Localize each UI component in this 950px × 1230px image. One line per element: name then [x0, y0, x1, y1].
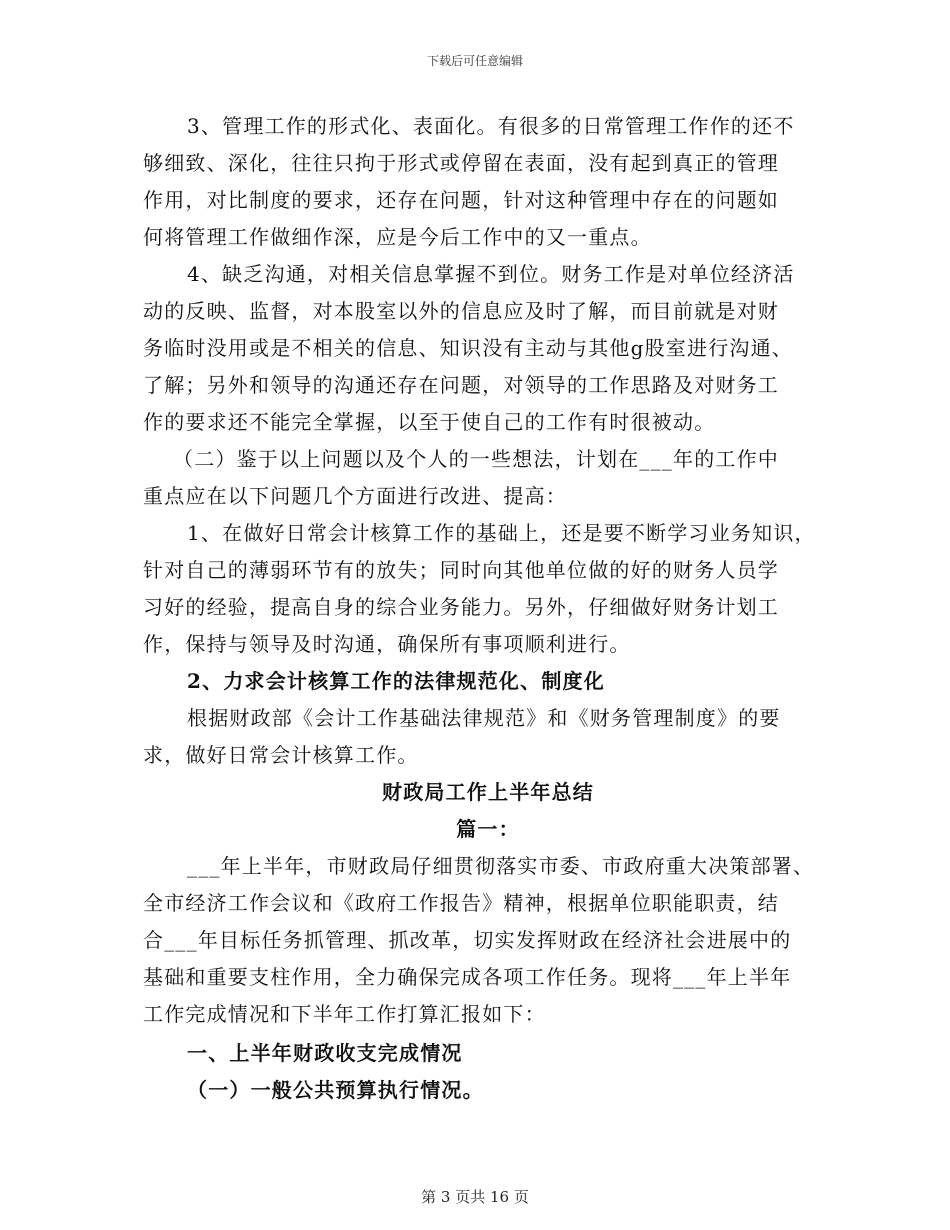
paragraph-line: 了解；另外和领导的沟通还存在问题，对领导的工作思路及对财务工	[143, 373, 779, 397]
document-body	[143, 108, 833, 1109]
paragraph-line: 何将管理工作做细作深，应是今后工作中的又一重点。	[143, 225, 652, 249]
section-heading: 2、力求会计核算工作的法律规范化、制度化	[187, 669, 605, 693]
subsection-heading: （一）一般公共预算执行情况。	[187, 1078, 484, 1102]
paragraph-line: 够细致、深化，往往只拘于形式或停留在表面，没有起到真正的管理	[143, 151, 779, 175]
paragraph-line: 习好的经验，提高自身的综合业务能力。另外，仔细做好财务计划工	[143, 595, 779, 619]
paragraph-line: 务临时没用或是不相关的信息、知识没有主动与其他g股室进行沟通、	[143, 336, 794, 360]
paragraph-line: 作，保持与领导及时沟通，确保所有事项顺利进行。	[143, 632, 631, 656]
paragraph-line: 工作完成情况和下半年工作打算汇报如下：	[143, 1002, 546, 1026]
paragraph-line: 作的要求还不能完全掌握，以至于使自己的工作有时很被动。	[143, 410, 716, 434]
page-header: 下载后可任意编辑	[426, 54, 523, 68]
chapter-label: 篇一：	[456, 817, 520, 841]
paragraph-line: （二）鉴于以上问题以及个人的一些想法，计划在___年的工作中	[173, 447, 779, 471]
paragraph-line: 4、缺乏沟通，对相关信息掌握不到位。财务工作是对单位经济活	[187, 262, 795, 286]
paragraph-line: 1、在做好日常会计核算工作的基础上，还是要不断学习业务知识，	[187, 521, 816, 545]
paragraph-line: 求，做好日常会计核算工作。	[143, 743, 419, 767]
paragraph-line: 全市经济工作会议和《政府工作报告》精神，根据单位职能职责，结	[143, 891, 779, 915]
paragraph-line: 根据财政部《会计工作基础法律规范》和《财务管理制度》的要	[187, 706, 781, 730]
paragraph-line: 3、管理工作的形式化、表面化。有很多的日常管理工作作的还不	[187, 114, 795, 138]
paragraph-line: ___年上半年，市财政局仔细贯彻落实市委、市政府重大决策部署、	[187, 854, 815, 878]
paragraph-line: 动的反映、监督，对本股室以外的信息应及时了解，而目前就是对财	[143, 299, 779, 323]
section-heading: 一、上半年财政收支完成情况	[187, 1041, 463, 1065]
paragraph-line: 针对自己的薄弱环节有的放失；同时向其他单位做的好的财务人员学	[143, 558, 779, 582]
paragraph-line: 作用，对比制度的要求，还存在问题，针对这种管理中存在的问题如	[143, 188, 779, 212]
document-title: 财政局工作上半年总结	[382, 780, 594, 804]
paragraph-line: 基础和重要支柱作用，全力确保完成各项工作任务。现将___年上半年	[143, 965, 792, 989]
paragraph-line: 重点应在以下问题几个方面进行改进、提高：	[143, 484, 567, 508]
paragraph-line: 合___年目标任务抓管理、抓改革，切实发挥财政在经济社会进展中的	[143, 928, 792, 952]
page-footer: 第 3 页共 16 页	[421, 1188, 529, 1206]
